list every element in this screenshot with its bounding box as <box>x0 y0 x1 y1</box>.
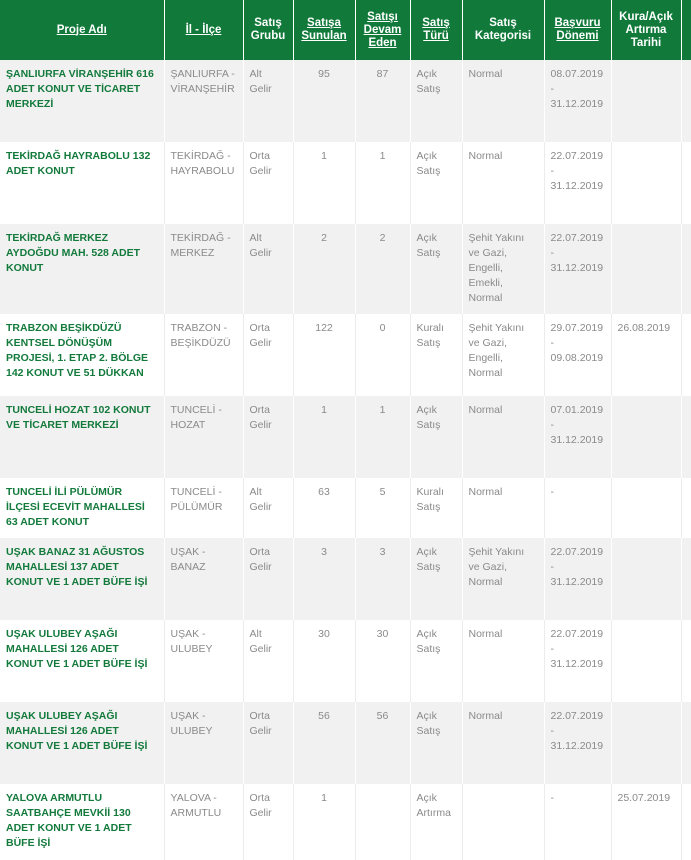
cell-province-district: TUNCELİ - HOZAT <box>164 396 243 478</box>
cell-project-name[interactable]: UŞAK BANAZ 31 AĞUSTOS MAHALLESİ 137 ADET KONUT VE 1 ADET BÜFE İŞİ <box>0 538 164 620</box>
cell-project-name[interactable]: UŞAK ULUBEY AŞAĞI MAHALLESİ 126 ADET KONUT VE 1 ADET BÜFE İŞİ <box>0 702 164 784</box>
cell-ongoing-sales: 56 <box>355 702 410 784</box>
cell-sales-category: Normal <box>462 396 544 478</box>
col-header-offered-units[interactable]: Satışa Sunulan <box>293 0 355 60</box>
cell-sales-category: Şehit Yakını ve Gazi, Engelli, Emekli, Normal <box>462 224 544 314</box>
cell-sales-type: Açık Satış <box>410 224 462 314</box>
cell-lottery-auction-date <box>611 224 681 314</box>
cell-application-period: 22.07.2019 - 31.12.2019 <box>544 702 611 784</box>
table-row <box>0 478 691 538</box>
cell-province-district: TEKİRDAĞ - HAYRABOLU <box>164 142 243 224</box>
cell-sales-type: Açık Satış <box>410 538 462 620</box>
cell-offered-units: 95 <box>293 60 355 142</box>
cell-province-district: TEKİRDAĞ - MERKEZ <box>164 224 243 314</box>
cell-sales-group: Alt Gelir <box>243 620 293 702</box>
cell-province-district: UŞAK - ULUBEY <box>164 620 243 702</box>
cell-sales-type: Açık Artırma <box>410 784 462 860</box>
cell-province-district: UŞAK - BANAZ <box>164 538 243 620</box>
col-header-province-district[interactable]: İl - İlçe <box>164 0 243 60</box>
cell-ongoing-sales: 30 <box>355 620 410 702</box>
cell-offered-units: 30 <box>293 620 355 702</box>
cell-extra <box>681 142 691 224</box>
cell-sales-category: Normal <box>462 142 544 224</box>
cell-lottery-auction-date <box>611 538 681 620</box>
table-row <box>0 784 691 860</box>
cell-application-period: 22.07.2019 - 31.12.2019 <box>544 224 611 314</box>
cell-project-name[interactable]: TEKİRDAĞ MERKEZ AYDOĞDU MAH. 528 ADET KONUT <box>0 224 164 314</box>
table-row <box>0 702 691 784</box>
cell-project-name[interactable]: TRABZON BEŞİKDÜZÜ KENTSEL DÖNÜŞÜM PROJESİ, 1. ETAP 2. BÖLGE 142 KONUT VE 51 DÜKKAN <box>0 314 164 396</box>
cell-extra <box>681 784 691 860</box>
table-row <box>0 60 691 142</box>
cell-lottery-auction-date <box>611 142 681 224</box>
table-row <box>0 538 691 620</box>
cell-ongoing-sales: 3 <box>355 538 410 620</box>
cell-extra <box>681 60 691 142</box>
cell-lottery-auction-date <box>611 478 681 538</box>
cell-application-period: 22.07.2019 - 31.12.2019 <box>544 142 611 224</box>
col-header-sales-group: Satış Grubu <box>243 0 293 60</box>
cell-lottery-auction-date: 25.07.2019 <box>611 784 681 860</box>
cell-sales-type: Açık Satış <box>410 396 462 478</box>
cell-project-name[interactable]: YALOVA ARMUTLU SAATBAHÇE MEVKİİ 130 ADET KONUT VE 1 ADET BÜFE İŞİ <box>0 784 164 860</box>
cell-sales-type: Açık Satış <box>410 60 462 142</box>
cell-project-name[interactable]: UŞAK ULUBEY AŞAĞI MAHALLESİ 126 ADET KONUT VE 1 ADET BÜFE İŞİ <box>0 620 164 702</box>
cell-sales-group: Orta Gelir <box>243 314 293 396</box>
cell-sales-group: Alt Gelir <box>243 60 293 142</box>
cell-sales-group: Orta Gelir <box>243 784 293 860</box>
cell-ongoing-sales <box>355 784 410 860</box>
cell-sales-type: Kuralı Satış <box>410 314 462 396</box>
cell-ongoing-sales: 0 <box>355 314 410 396</box>
cell-extra <box>681 538 691 620</box>
cell-province-district: YALOVA - ARMUTLU <box>164 784 243 860</box>
cell-offered-units: 1 <box>293 784 355 860</box>
cell-project-name[interactable]: TEKİRDAĞ HAYRABOLU 132 ADET KONUT <box>0 142 164 224</box>
cell-sales-group: Alt Gelir <box>243 224 293 314</box>
cell-application-period: 07.01.2019 - 31.12.2019 <box>544 396 611 478</box>
cell-offered-units: 1 <box>293 396 355 478</box>
cell-extra <box>681 314 691 396</box>
cell-extra <box>681 224 691 314</box>
cell-province-district: ŞANLIURFA - VİRANŞEHİR <box>164 60 243 142</box>
cell-project-name[interactable]: ŞANLIURFA VİRANŞEHİR 616 ADET KONUT VE TİCARET MERKEZİ <box>0 60 164 142</box>
cell-lottery-auction-date <box>611 620 681 702</box>
cell-lottery-auction-date <box>611 60 681 142</box>
cell-sales-category <box>462 784 544 860</box>
col-header-ongoing-sales[interactable]: Satışı Devam Eden <box>355 0 410 60</box>
cell-offered-units: 122 <box>293 314 355 396</box>
cell-sales-type: Kuralı Satış <box>410 478 462 538</box>
col-header-lottery-auction-date: Kura/Açık Artırma Tarihi <box>611 0 681 60</box>
cell-extra <box>681 620 691 702</box>
cell-sales-group: Orta Gelir <box>243 538 293 620</box>
cell-lottery-auction-date <box>611 396 681 478</box>
cell-application-period: 08.07.2019 - 31.12.2019 <box>544 60 611 142</box>
cell-province-district: UŞAK - ULUBEY <box>164 702 243 784</box>
cell-sales-group: Orta Gelir <box>243 702 293 784</box>
cell-sales-category: Normal <box>462 620 544 702</box>
col-header-application-period[interactable]: Başvuru Dönemi <box>544 0 611 60</box>
cell-offered-units: 63 <box>293 478 355 538</box>
cell-sales-category: Normal <box>462 60 544 142</box>
cell-offered-units: 56 <box>293 702 355 784</box>
table-row <box>0 620 691 702</box>
table-body <box>0 60 691 860</box>
cell-application-period: - <box>544 478 611 538</box>
cell-ongoing-sales: 87 <box>355 60 410 142</box>
cell-sales-group: Orta Gelir <box>243 396 293 478</box>
cell-extra <box>681 396 691 478</box>
col-header-project-name[interactable]: Proje Adı <box>0 0 164 60</box>
table-row <box>0 314 691 396</box>
cell-application-period: - <box>544 784 611 860</box>
cell-offered-units: 3 <box>293 538 355 620</box>
table-row <box>0 396 691 478</box>
cell-ongoing-sales: 1 <box>355 396 410 478</box>
cell-ongoing-sales: 5 <box>355 478 410 538</box>
cell-sales-type: Açık Satış <box>410 142 462 224</box>
cell-sales-type: Açık Satış <box>410 702 462 784</box>
cell-ongoing-sales: 1 <box>355 142 410 224</box>
cell-ongoing-sales: 2 <box>355 224 410 314</box>
cell-application-period: 29.07.2019 - 09.08.2019 <box>544 314 611 396</box>
col-header-sales-category: Satış Kategorisi <box>462 0 544 60</box>
cell-extra <box>681 702 691 784</box>
cell-sales-category: Şehit Yakını ve Gazi, Engelli, Normal <box>462 314 544 396</box>
cell-project-name[interactable]: TUNCELİ İLİ PÜLÜMÜR İLÇESİ ECEVİT MAHALLESİ 63 ADET KONUT <box>0 478 164 538</box>
cell-sales-group: Orta Gelir <box>243 142 293 224</box>
cell-offered-units: 2 <box>293 224 355 314</box>
cell-sales-category: Şehit Yakını ve Gazi, Normal <box>462 538 544 620</box>
table-header-row <box>0 0 691 60</box>
cell-offered-units: 1 <box>293 142 355 224</box>
cell-sales-category: Normal <box>462 702 544 784</box>
cell-sales-type: Açık Satış <box>410 620 462 702</box>
cell-sales-category: Normal <box>462 478 544 538</box>
cell-lottery-auction-date: 26.08.2019 <box>611 314 681 396</box>
cell-province-district: TRABZON - BEŞİKDÜZÜ <box>164 314 243 396</box>
table-row <box>0 224 691 314</box>
cell-project-name[interactable]: TUNCELİ HOZAT 102 KONUT VE TİCARET MERKEZİ <box>0 396 164 478</box>
col-header-extra <box>681 0 691 60</box>
col-header-sales-type[interactable]: Satış Türü <box>410 0 462 60</box>
cell-extra <box>681 478 691 538</box>
cell-sales-group: Alt Gelir <box>243 478 293 538</box>
cell-application-period: 22.07.2019 - 31.12.2019 <box>544 538 611 620</box>
cell-lottery-auction-date <box>611 702 681 784</box>
table-row <box>0 142 691 224</box>
cell-application-period: 22.07.2019 - 31.12.2019 <box>544 620 611 702</box>
cell-province-district: TUNCELİ - PÜLÜMÜR <box>164 478 243 538</box>
